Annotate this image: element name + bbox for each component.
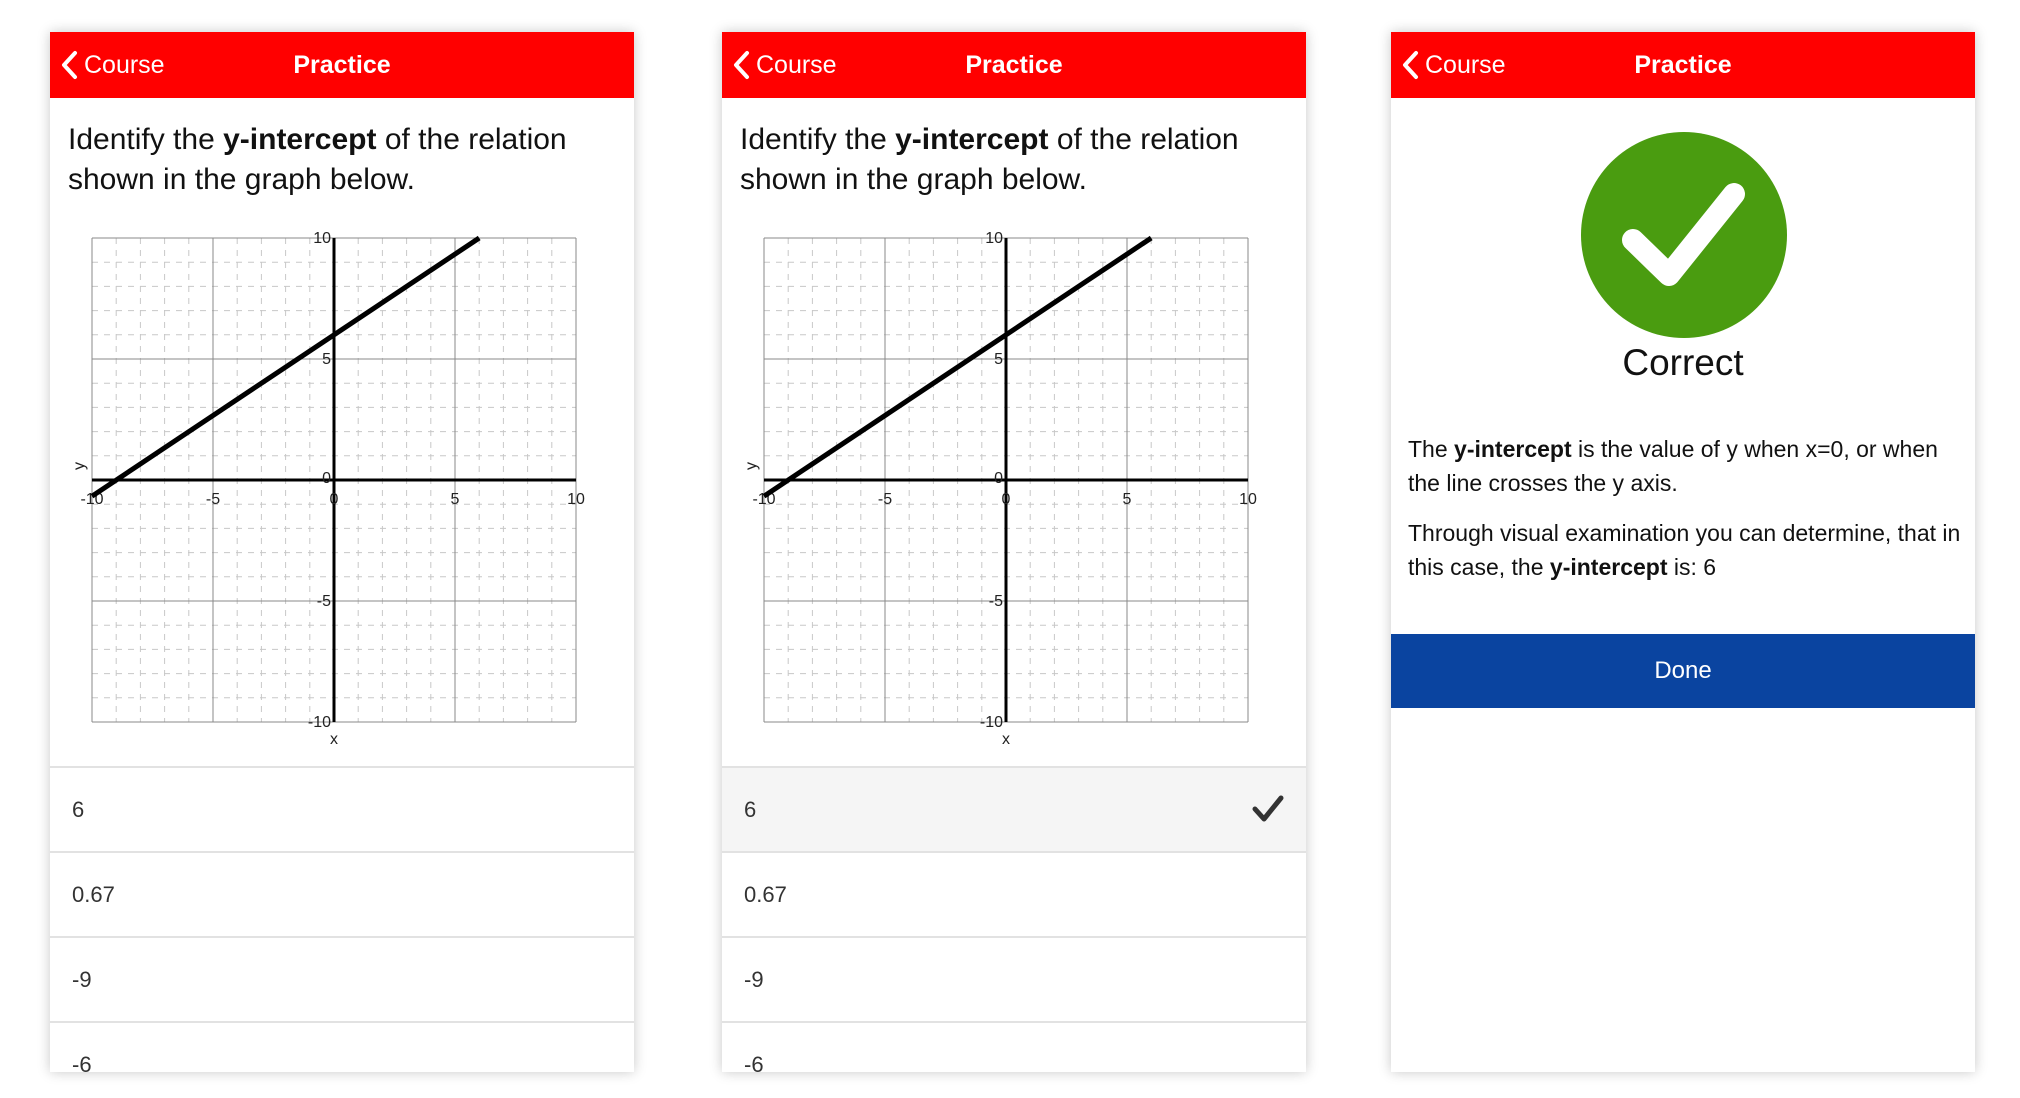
x-tick-label: -5 (877, 491, 893, 508)
x-tick-label: -5 (205, 491, 221, 508)
y-tick-label: 0 (322, 470, 331, 487)
answer-option[interactable] (722, 936, 1306, 1021)
x-tick-label: 10 (567, 491, 585, 508)
explanation-paragraph-2 (1408, 516, 1963, 584)
answer-option[interactable] (50, 766, 634, 851)
y-tick-label: 5 (322, 351, 331, 368)
explanation-text: is: 6 (1667, 554, 1717, 580)
nav-title: Practice (965, 50, 1063, 79)
y-axis-label: y (71, 462, 88, 470)
answer-option-label: 0.67 (744, 881, 787, 907)
answer-option-label: -6 (72, 1051, 92, 1072)
x-tick-label: 5 (1122, 491, 1132, 508)
answer-option-label: 6 (72, 796, 85, 822)
question-prefix: Identify the (68, 123, 224, 156)
back-label: Course (756, 50, 837, 79)
question-term: y-intercept (223, 123, 377, 156)
explanation-paragraph-1 (1408, 432, 1963, 500)
answer-options (50, 766, 634, 1072)
answer-option[interactable] (50, 936, 634, 1021)
y-tick-label: 5 (994, 351, 1003, 368)
x-tick-label: 10 (1239, 491, 1257, 508)
y-axis-label: y (743, 462, 760, 470)
answer-option-label: -9 (744, 966, 764, 992)
answer-option-label: 0.67 (72, 881, 115, 907)
answer-option-label: -9 (72, 966, 92, 992)
nav-bar (722, 32, 1306, 98)
y-tick-label: 10 (313, 230, 331, 247)
back-button[interactable] (732, 32, 837, 98)
x-tick-label: -10 (752, 491, 776, 508)
answer-option[interactable] (50, 851, 634, 936)
question-term: y-intercept (895, 123, 1049, 156)
back-button[interactable] (60, 32, 165, 98)
back-button[interactable] (1401, 32, 1506, 98)
chevron-left-icon (1401, 50, 1419, 80)
y-tick-label: -5 (316, 593, 331, 610)
y-tick-label: 0 (994, 470, 1003, 487)
explanation-term: y-intercept (1549, 554, 1668, 580)
practice-screen-selected (722, 32, 1306, 1072)
answer-options (722, 766, 1306, 1072)
question-suffix: of the relation shown in the graph below. (68, 123, 567, 196)
nav-bar (1391, 32, 1975, 98)
done-button[interactable]: Done (1391, 634, 1975, 708)
answer-option[interactable] (722, 1021, 1306, 1072)
explanation-text: is the value of y when x=0, or when the line crosses the y axis. (1408, 436, 1938, 496)
question-suffix: of the relation shown in the graph below. (740, 123, 1239, 196)
x-tick-label: 0 (1001, 491, 1011, 508)
question-text (740, 120, 1300, 200)
y-tick-label: 10 (985, 230, 1003, 247)
nav-title: Practice (1634, 50, 1732, 79)
answer-option[interactable] (50, 1021, 634, 1072)
x-tick-label: -10 (80, 491, 104, 508)
practice-screen-unanswered (50, 32, 634, 1072)
y-tick-label: -10 (307, 714, 331, 731)
back-label: Course (1425, 50, 1506, 79)
nav-title: Practice (293, 50, 391, 79)
x-axis-label: x (1002, 731, 1010, 748)
answer-option[interactable] (722, 766, 1306, 851)
answer-option-label: -6 (744, 1051, 764, 1072)
x-axis-label: x (330, 731, 338, 748)
graph (734, 200, 1294, 760)
y-tick-label: -5 (988, 593, 1003, 610)
answer-option-label: 6 (744, 796, 757, 822)
question-text (68, 120, 628, 200)
checkmark-icon (1252, 794, 1284, 829)
back-label: Course (84, 50, 165, 79)
explanation-term: y-intercept (1454, 436, 1572, 462)
question-prefix: Identify the (740, 123, 896, 156)
result-screen (1391, 32, 1975, 1072)
result-title: Correct (1622, 342, 1744, 383)
chevron-left-icon (732, 50, 750, 80)
x-tick-label: 5 (450, 491, 460, 508)
explanation-text: The (1408, 436, 1455, 462)
nav-bar (50, 32, 634, 98)
correct-check-icon (1581, 132, 1787, 338)
chevron-left-icon (60, 50, 78, 80)
graph (62, 200, 622, 760)
explanation-text: Through visual examination you can determine, that in this case, the (1408, 520, 1961, 580)
answer-option[interactable] (722, 851, 1306, 936)
x-tick-label: 0 (329, 491, 339, 508)
y-tick-label: -10 (979, 714, 1003, 731)
